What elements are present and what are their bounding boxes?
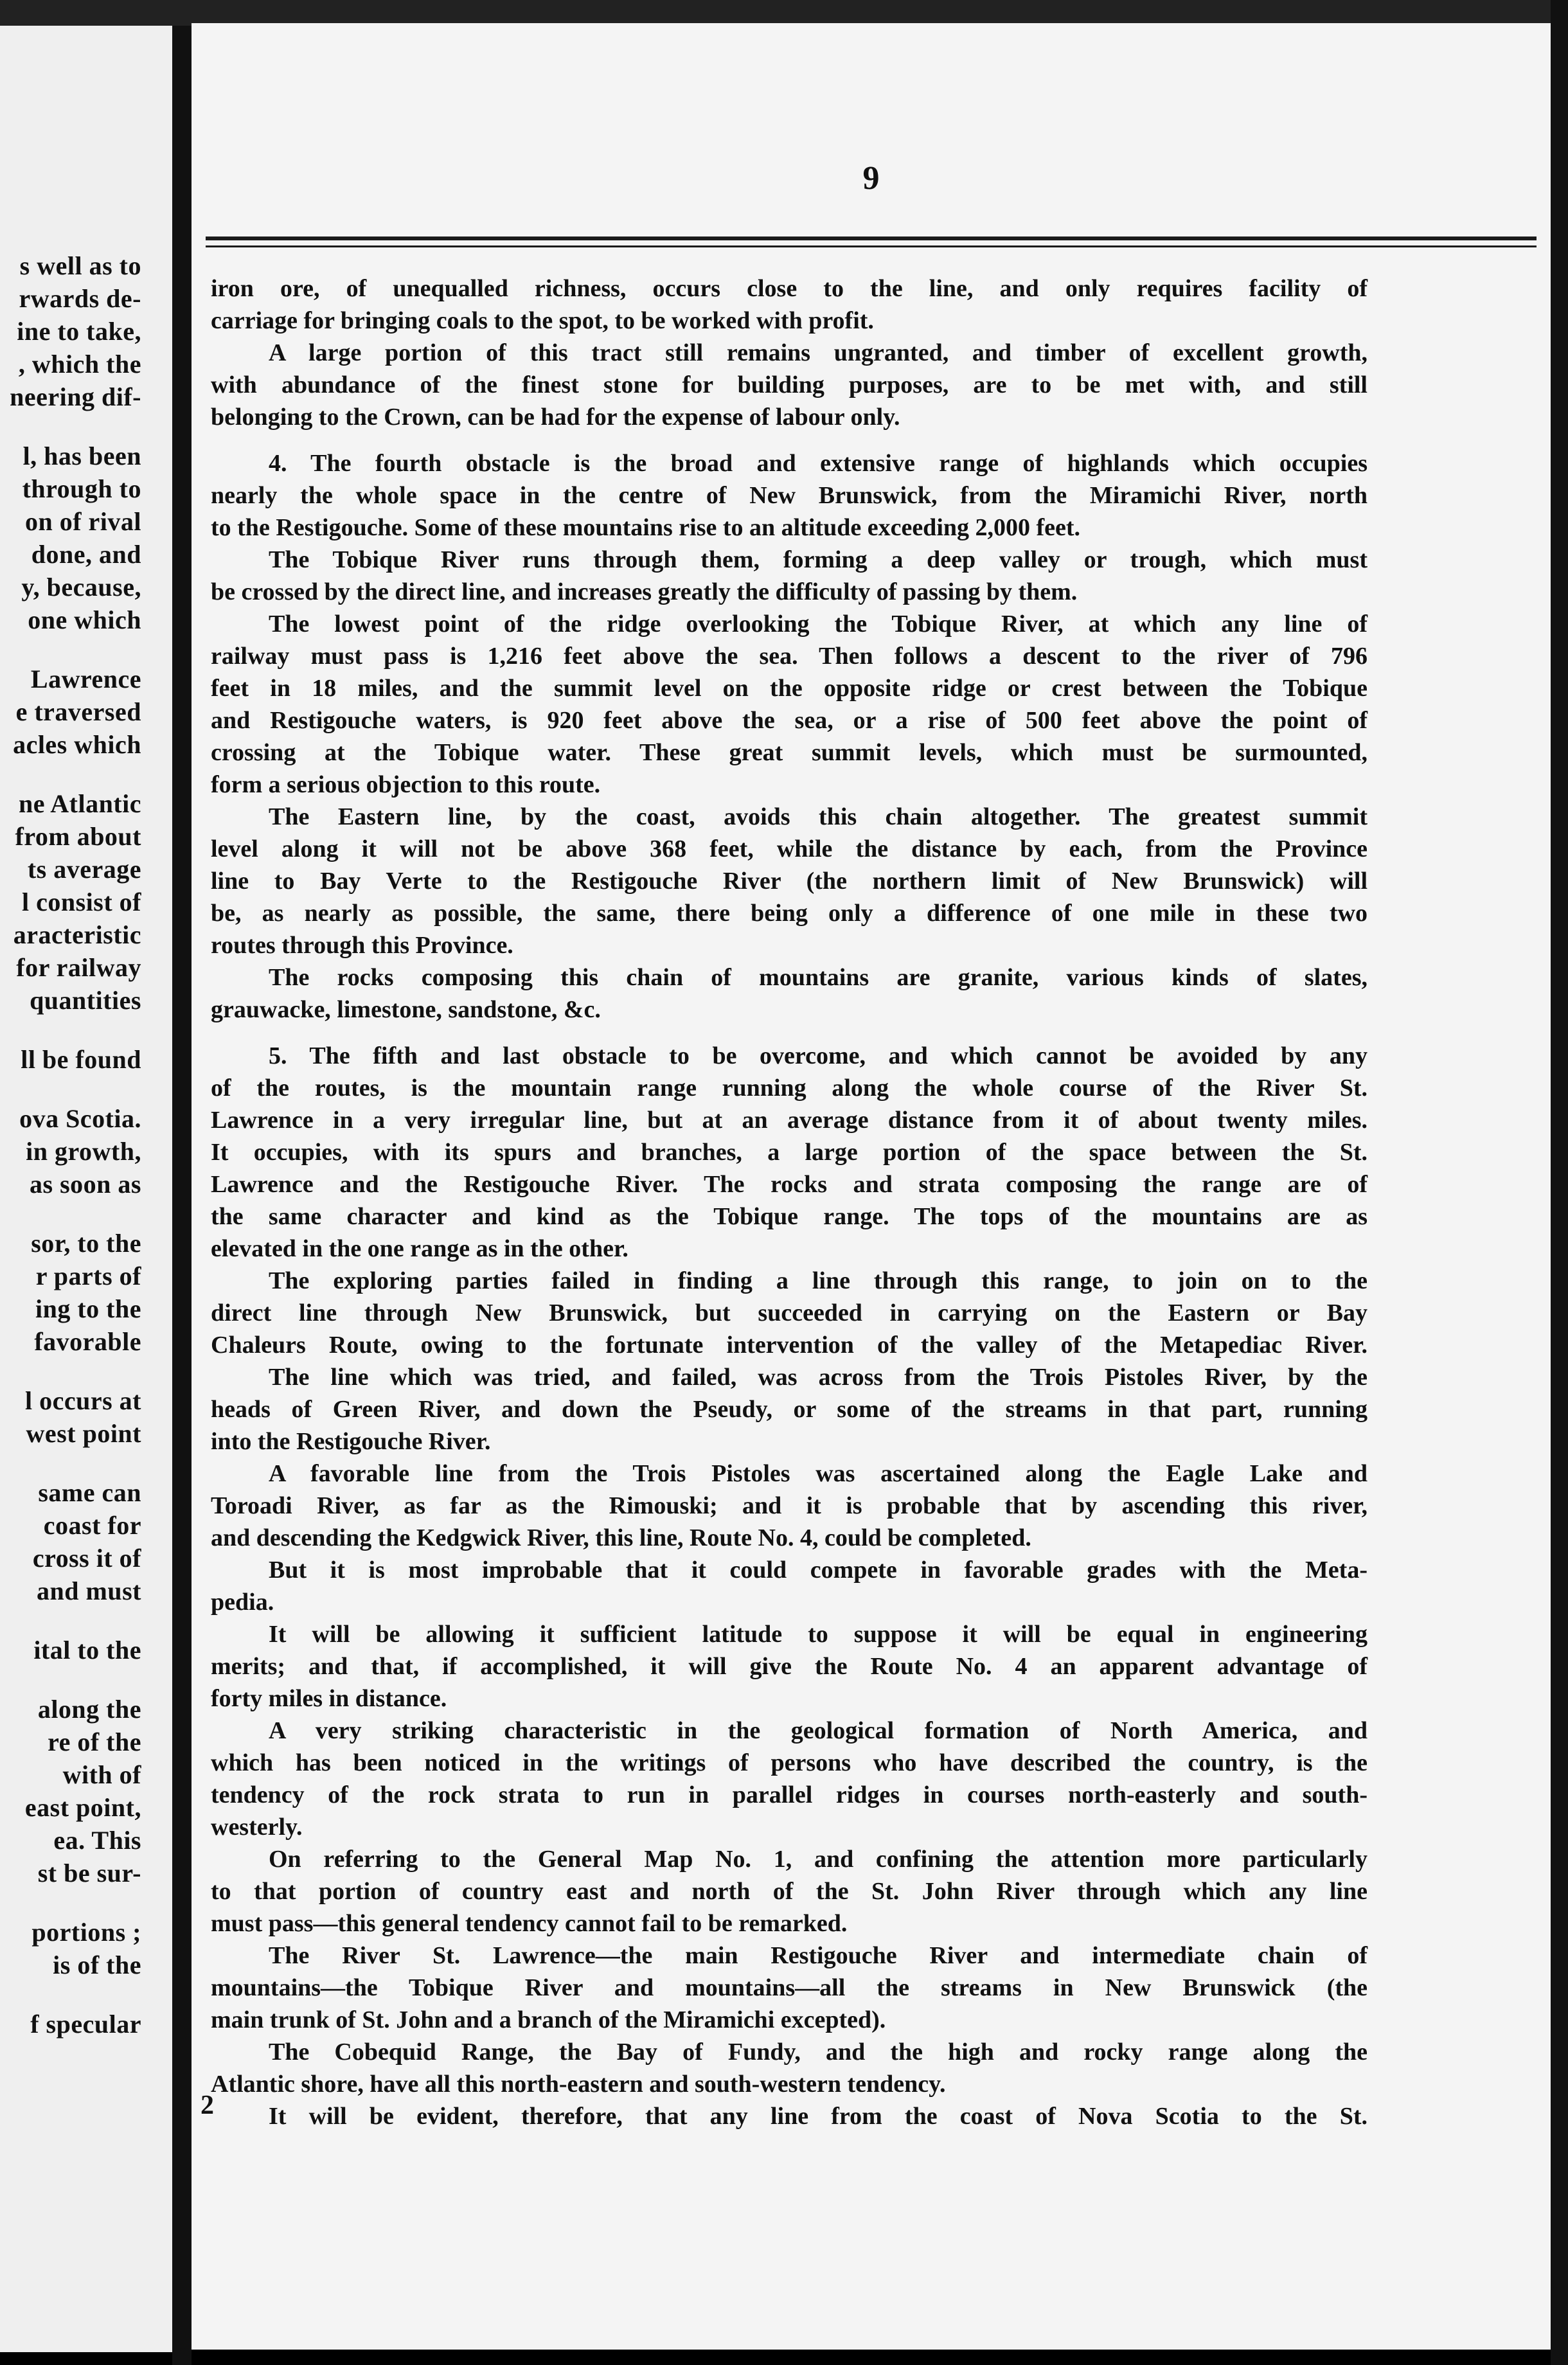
text-line: elevated in the one range as in the other. bbox=[211, 1235, 628, 1262]
left-page-line: y, because, bbox=[21, 573, 141, 602]
text-line: form a serious objection to this route. bbox=[211, 771, 601, 798]
text-line: The River St. Lawrence—the main Restigouche River and intermediate chain of bbox=[269, 1942, 1368, 1969]
text-line: to that portion of country east and north of the St. John River through which any line bbox=[211, 1878, 1368, 1905]
text-line: main trunk of St. John and a branch of the Miramichi excepted). bbox=[211, 2006, 886, 2033]
left-page-line: with of bbox=[62, 1760, 141, 1789]
text-line: iron ore, of unequalled richness, occurs close to the line, and only requires facility of bbox=[211, 275, 1368, 302]
page-gutter bbox=[172, 26, 192, 2365]
left-page-line: quantities bbox=[30, 986, 141, 1015]
text-line: merits; and that, if accomplished, it will give the Route No. 4 an apparent advantage of bbox=[211, 1653, 1368, 1680]
text-line: The exploring parties failed in finding a line through this range, to join on to the bbox=[269, 1267, 1368, 1294]
left-page-fragment bbox=[0, 26, 172, 2352]
left-page-line: ea. This bbox=[53, 1826, 141, 1855]
text-line: A favorable line from the Trois Pistoles was ascertained along the Eagle Lake and bbox=[269, 1460, 1368, 1487]
text-line: Toroadi River, as far as the Rimouski; and it is probable that by ascending this river, bbox=[211, 1492, 1368, 1519]
text-line: tendency of the rock strata to run in parallel ridges in courses north-easterly and south- bbox=[211, 1781, 1368, 1808]
left-page-line: one which bbox=[28, 605, 141, 634]
text-line: Chaleurs Route, owing to the fortunate intervention of the valley of the Metapediac River. bbox=[211, 1332, 1368, 1359]
left-page-line: ts average bbox=[27, 855, 141, 884]
left-page-line: e traversed bbox=[15, 697, 141, 726]
left-page-line: coast for bbox=[43, 1511, 141, 1540]
text-line: The lowest point of the ridge overlooking the Tobique River, at which any line of bbox=[269, 611, 1368, 638]
text-line: westerly. bbox=[211, 1814, 303, 1841]
text-line: nearly the whole space in the centre of New Brunswick, from the Miramichi River, north bbox=[211, 482, 1368, 509]
text-line: carriage for bringing coals to the spot, to be worked with profit. bbox=[211, 307, 874, 334]
left-page-line: west point bbox=[26, 1419, 141, 1448]
left-page-line: for railway bbox=[16, 953, 141, 982]
left-page-line: is of the bbox=[53, 1950, 141, 1979]
text-line: On referring to the General Map No. 1, and confining the attention more particularly bbox=[269, 1846, 1368, 1873]
left-page-line: l consist of bbox=[22, 888, 141, 916]
left-page-line: and must bbox=[37, 1576, 141, 1605]
text-line: It will be allowing it sufficient latitude to suppose it will be equal in engineering bbox=[269, 1621, 1368, 1648]
left-page-line: in growth, bbox=[26, 1137, 141, 1166]
text-line: A large portion of this tract still remains ungranted, and timber of excellent growth, bbox=[269, 339, 1368, 366]
text-line: which has been noticed in the writings of persons who have described the country, is the bbox=[211, 1749, 1368, 1776]
text-line: The Eastern line, by the coast, avoids this chain altogether. The greatest summit bbox=[269, 803, 1368, 830]
left-page-line: on of rival bbox=[24, 507, 141, 536]
text-line: heads of Green River, and down the Pseudy, or some of the streams in that part, running bbox=[211, 1396, 1368, 1423]
text-line: routes through this Province. bbox=[211, 932, 513, 959]
left-page-line: portions ; bbox=[31, 1918, 141, 1947]
left-page-line: ing to the bbox=[35, 1294, 141, 1323]
text-line: be crossed by the direct line, and increases greatly the difficulty of passing by them. bbox=[211, 578, 1078, 605]
left-page-line: st be sur- bbox=[37, 1859, 141, 1888]
left-page-line: r parts of bbox=[35, 1262, 141, 1290]
text-line: with abundance of the finest stone for building purposes, are to be met with, and still bbox=[211, 371, 1368, 398]
left-page-line: from about bbox=[15, 822, 141, 851]
left-page-line: rwards de- bbox=[19, 284, 141, 313]
left-page-line: favorable bbox=[34, 1327, 141, 1356]
header-rule-thick bbox=[206, 236, 1537, 240]
text-line: the same character and kind as the Tobique range. The tops of the mountains are as bbox=[211, 1203, 1368, 1230]
text-line: belonging to the Crown, can be had for the expense of labour only. bbox=[211, 404, 900, 431]
text-line: grauwacke, limestone, sandstone, &c. bbox=[211, 996, 601, 1023]
paragraph-gap bbox=[211, 1026, 1368, 1040]
text-line: level along it will not be above 368 feet, while the distance by each, from the Province bbox=[211, 835, 1368, 862]
text-line: mountains—the Tobique River and mountains—all the streams in New Brunswick (the bbox=[211, 1974, 1368, 2001]
right-page bbox=[192, 23, 1551, 2350]
left-page-line: same can bbox=[38, 1478, 141, 1507]
left-page-line: sor, to the bbox=[31, 1229, 141, 1258]
left-page-line: cross it of bbox=[32, 1544, 141, 1573]
left-page-line: acles which bbox=[13, 730, 141, 759]
text-line: 4. The fourth obstacle is the broad and extensive range of highlands which occupies bbox=[269, 450, 1368, 477]
left-page-line: ll be found bbox=[21, 1045, 141, 1074]
page-number: 9 bbox=[862, 160, 880, 197]
text-line: pedia. bbox=[211, 1589, 274, 1616]
left-page-line: ital to the bbox=[33, 1636, 141, 1664]
text-line: direct line through New Brunswick, but succeeded in carrying on the Eastern or Bay bbox=[211, 1299, 1368, 1326]
text-line: It will be evident, therefore, that any line from the coast of Nova Scotia to the St. bbox=[269, 2103, 1368, 2130]
text-line: Atlantic shore, have all this north-eastern and south-western tendency. bbox=[211, 2071, 946, 2098]
paragraph-gap bbox=[211, 433, 1368, 447]
text-line: The rocks composing this chain of mountains are granite, various kinds of slates, bbox=[269, 964, 1368, 991]
left-page-line: f specular bbox=[30, 2010, 141, 2039]
text-line: of the routes, is the mountain range running along the whole course of the River St. bbox=[211, 1075, 1368, 1102]
text-line: 5. The fifth and last obstacle to be overcome, and which cannot be avoided by any bbox=[269, 1042, 1368, 1069]
left-page-line: s well as to bbox=[19, 251, 141, 280]
text-line: The line which was tried, and failed, was across from the Trois Pistoles River, by the bbox=[269, 1364, 1368, 1391]
left-page-line: along the bbox=[37, 1695, 141, 1724]
text-line: be, as nearly as possible, the same, there being only a difference of one mile in these two bbox=[211, 900, 1368, 927]
text-line: But it is most improbable that it could compete in favorable grades with the Meta- bbox=[269, 1557, 1368, 1584]
left-page-line: ine to take, bbox=[17, 317, 141, 346]
text-line: It occupies, with its spurs and branches, a large portion of the space between the St. bbox=[211, 1139, 1368, 1166]
text-line: and descending the Kedgwick River, this line, Route No. 4, could be completed. bbox=[211, 1524, 1031, 1551]
text-line: line to Bay Verte to the Restigouche River (the northern limit of New Brunswick) will bbox=[211, 868, 1368, 895]
left-page-line: aracteristic bbox=[13, 920, 141, 949]
text-line: Lawrence in a very irregular line, but at an average distance from it of about twenty miles. bbox=[211, 1107, 1368, 1134]
signature-mark: 2 bbox=[200, 2091, 214, 2120]
text-line: crossing at the Tobique water. These great summit levels, which must be surmounted, bbox=[211, 739, 1368, 766]
left-page-line: east point, bbox=[24, 1793, 141, 1822]
header-rule-thin bbox=[206, 245, 1537, 247]
left-page-line: done, and bbox=[31, 540, 141, 569]
left-page-line: , which the bbox=[18, 350, 141, 379]
text-line: feet in 18 miles, and the summit level on the opposite ridge or crest between the Tobique bbox=[211, 675, 1368, 702]
text-line: The Tobique River runs through them, forming a deep valley or trough, which must bbox=[269, 546, 1368, 573]
left-page-line: l, has been bbox=[22, 442, 141, 470]
body-text bbox=[211, 272, 1368, 2132]
left-page-line: as soon as bbox=[30, 1170, 141, 1199]
text-line: Lawrence and the Restigouche River. The rocks and strata composing the range are of bbox=[211, 1171, 1368, 1198]
text-line: to the Restigouche. Some of these mountains rise to an altitude exceeding 2,000 feet. bbox=[211, 514, 1081, 541]
text-line: A very striking characteristic in the geological formation of North America, and bbox=[269, 1717, 1368, 1744]
text-line: must pass—this general tendency cannot fail to be remarked. bbox=[211, 1910, 848, 1937]
left-page-line: neering dif- bbox=[10, 382, 141, 411]
left-page-line: re of the bbox=[48, 1727, 141, 1756]
scan-right-border bbox=[1551, 0, 1568, 2365]
left-page-line: through to bbox=[22, 474, 141, 503]
text-line: The Cobequid Range, the Bay of Fundy, and the high and rocky range along the bbox=[269, 2039, 1368, 2066]
left-page-line: ne Atlantic bbox=[18, 789, 141, 818]
text-line: forty miles in distance. bbox=[211, 1685, 447, 1712]
text-line: railway must pass is 1,216 feet above the sea. Then follows a descent to the river of 796 bbox=[211, 643, 1368, 670]
text-line: and Restigouche waters, is 920 feet above the sea, or a rise of 500 feet above the point of bbox=[211, 707, 1368, 734]
text-line: into the Restigouche River. bbox=[211, 1428, 491, 1455]
left-page-line: l occurs at bbox=[24, 1386, 141, 1415]
left-page-line: Lawrence bbox=[30, 665, 141, 693]
left-page-line: ova Scotia. bbox=[19, 1104, 141, 1133]
